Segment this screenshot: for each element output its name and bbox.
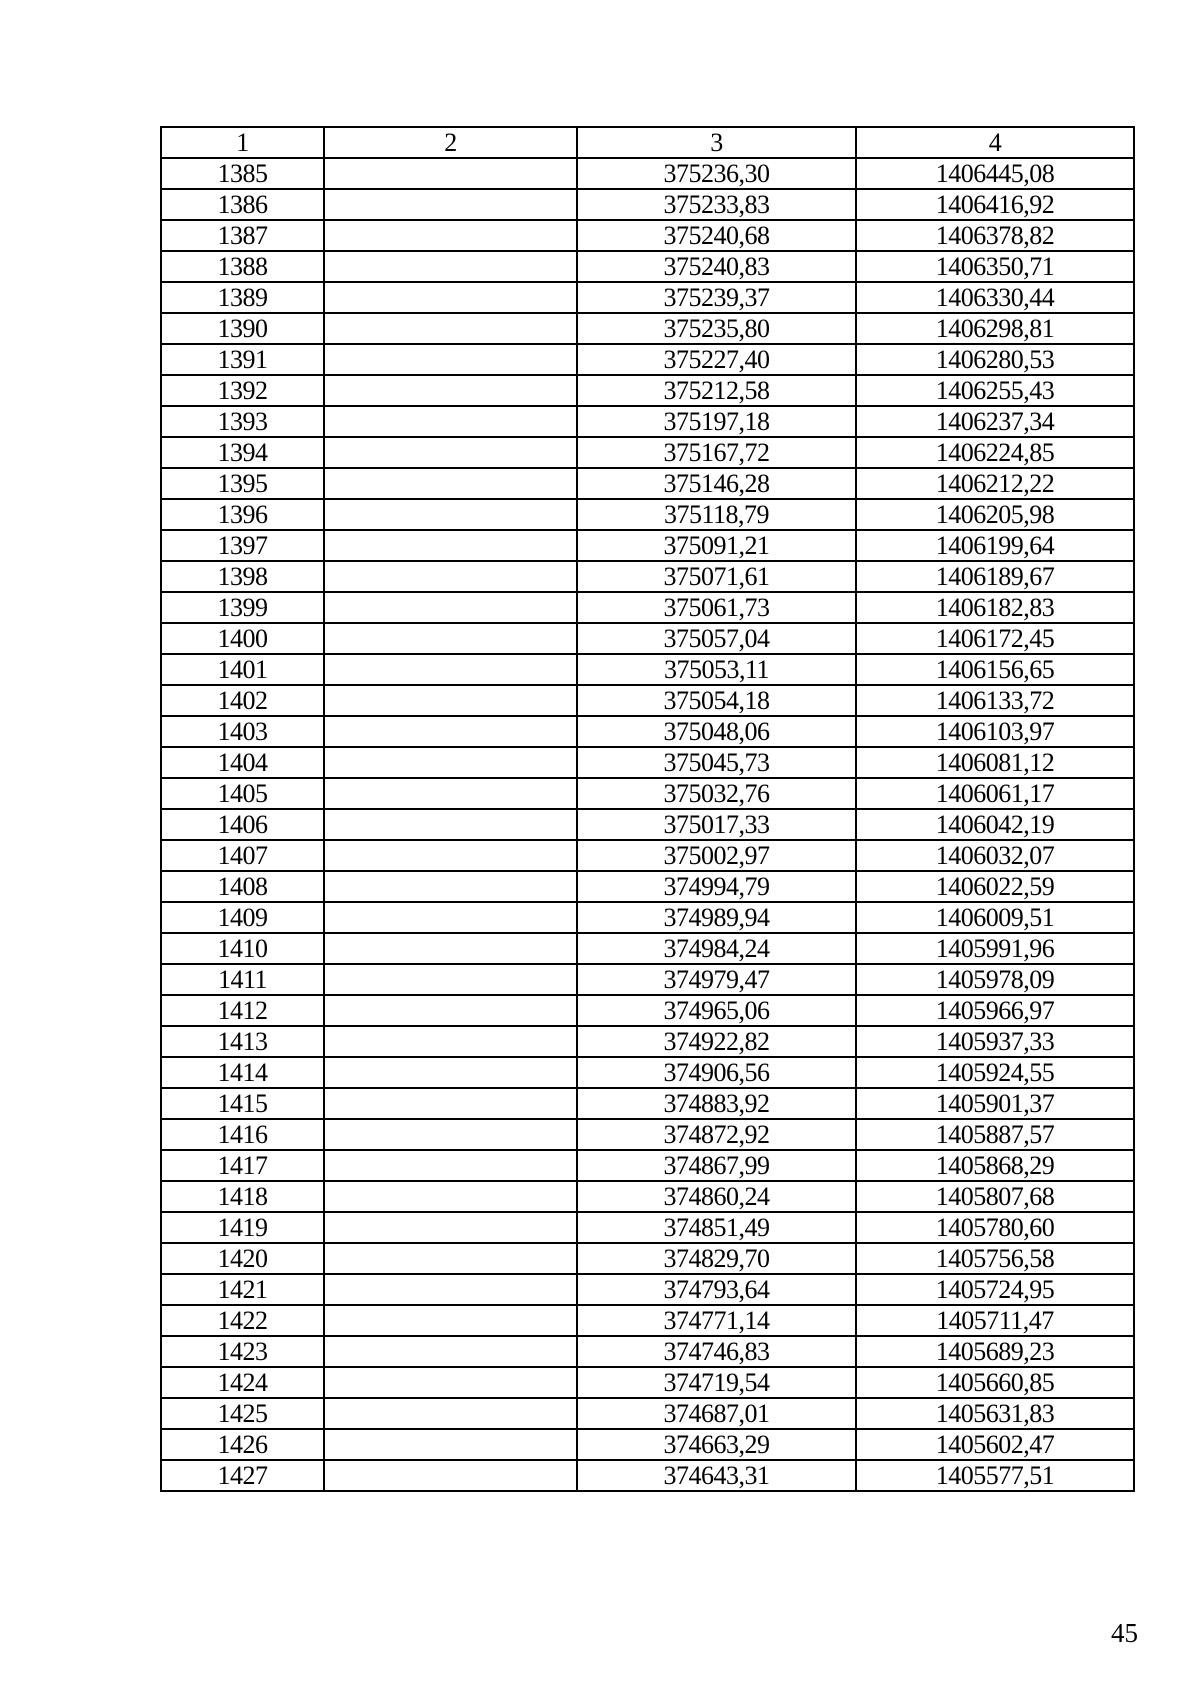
- table-row: [161, 995, 1134, 1026]
- y-coordinate-cell: 1405966,97: [856, 995, 1134, 1026]
- y-coordinate-cell: 1406378,82: [856, 220, 1134, 251]
- empty-cell: [324, 902, 577, 933]
- point-number-cell: 1407: [161, 840, 324, 871]
- y-coordinate-cell: 1406172,45: [856, 623, 1134, 654]
- point-number-cell: 1416: [161, 1119, 324, 1150]
- point-number-cell: 1393: [161, 406, 324, 437]
- x-coordinate-cell: 375032,76: [577, 778, 856, 809]
- column-header-4: 4: [856, 127, 1134, 158]
- y-coordinate-cell: 1405937,33: [856, 1026, 1134, 1057]
- empty-cell: [324, 561, 577, 592]
- empty-cell: [324, 1119, 577, 1150]
- y-coordinate-cell: 1406298,81: [856, 313, 1134, 344]
- y-coordinate-cell: 1406350,71: [856, 251, 1134, 282]
- empty-cell: [324, 344, 577, 375]
- table-row: [161, 1181, 1134, 1212]
- empty-cell: [324, 220, 577, 251]
- x-coordinate-cell: 374883,92: [577, 1088, 856, 1119]
- empty-cell: [324, 1212, 577, 1243]
- y-coordinate-cell: 1406224,85: [856, 437, 1134, 468]
- table-row: [161, 747, 1134, 778]
- point-number-cell: 1414: [161, 1057, 324, 1088]
- empty-cell: [324, 313, 577, 344]
- table-row: [161, 1274, 1134, 1305]
- y-coordinate-cell: 1406133,72: [856, 685, 1134, 716]
- table-row: [161, 964, 1134, 995]
- x-coordinate-cell: 375236,30: [577, 158, 856, 189]
- x-coordinate-cell: 374906,56: [577, 1057, 856, 1088]
- y-coordinate-cell: 1406212,22: [856, 468, 1134, 499]
- table-row: [161, 809, 1134, 840]
- empty-cell: [324, 1243, 577, 1274]
- y-coordinate-cell: 1405756,58: [856, 1243, 1134, 1274]
- empty-cell: [324, 592, 577, 623]
- x-coordinate-cell: 375054,18: [577, 685, 856, 716]
- point-number-cell: 1402: [161, 685, 324, 716]
- point-number-cell: 1426: [161, 1429, 324, 1460]
- empty-cell: [324, 1429, 577, 1460]
- point-number-cell: 1418: [161, 1181, 324, 1212]
- table-row: [161, 685, 1134, 716]
- empty-cell: [324, 685, 577, 716]
- y-coordinate-cell: 1405887,57: [856, 1119, 1134, 1150]
- y-coordinate-cell: 1406237,34: [856, 406, 1134, 437]
- y-coordinate-cell: 1406081,12: [856, 747, 1134, 778]
- y-coordinate-cell: 1405711,47: [856, 1305, 1134, 1336]
- table-row: [161, 840, 1134, 871]
- table-row: [161, 623, 1134, 654]
- y-coordinate-cell: 1406009,51: [856, 902, 1134, 933]
- table-row: [161, 716, 1134, 747]
- x-coordinate-cell: 375057,04: [577, 623, 856, 654]
- empty-cell: [324, 964, 577, 995]
- table-row: [161, 1305, 1134, 1336]
- y-coordinate-cell: 1405991,96: [856, 933, 1134, 964]
- point-number-cell: 1395: [161, 468, 324, 499]
- y-coordinate-cell: 1405807,68: [856, 1181, 1134, 1212]
- x-coordinate-cell: 374872,92: [577, 1119, 856, 1150]
- empty-cell: [324, 716, 577, 747]
- x-coordinate-cell: 375061,73: [577, 592, 856, 623]
- point-number-cell: 1412: [161, 995, 324, 1026]
- point-number-cell: 1399: [161, 592, 324, 623]
- empty-cell: [324, 499, 577, 530]
- table-body: [161, 158, 1134, 1491]
- x-coordinate-cell: 375167,72: [577, 437, 856, 468]
- table-row: [161, 158, 1134, 189]
- table-row: [161, 1336, 1134, 1367]
- table-row: [161, 344, 1134, 375]
- point-number-cell: 1427: [161, 1460, 324, 1491]
- empty-cell: [324, 375, 577, 406]
- x-coordinate-cell: 374643,31: [577, 1460, 856, 1491]
- page-number: 45: [1111, 1618, 1138, 1648]
- point-number-cell: 1391: [161, 344, 324, 375]
- x-coordinate-cell: 374851,49: [577, 1212, 856, 1243]
- x-coordinate-cell: 374746,83: [577, 1336, 856, 1367]
- table-row: [161, 530, 1134, 561]
- y-coordinate-cell: 1405780,60: [856, 1212, 1134, 1243]
- x-coordinate-cell: 375118,79: [577, 499, 856, 530]
- y-coordinate-cell: 1405660,85: [856, 1367, 1134, 1398]
- empty-cell: [324, 530, 577, 561]
- table-row: [161, 933, 1134, 964]
- table-header: [161, 127, 1134, 158]
- empty-cell: [324, 406, 577, 437]
- point-number-cell: 1390: [161, 313, 324, 344]
- y-coordinate-cell: 1406280,53: [856, 344, 1134, 375]
- table-row: [161, 1243, 1134, 1274]
- y-coordinate-cell: 1406445,08: [856, 158, 1134, 189]
- empty-cell: [324, 1305, 577, 1336]
- point-number-cell: 1421: [161, 1274, 324, 1305]
- point-number-cell: 1409: [161, 902, 324, 933]
- empty-cell: [324, 251, 577, 282]
- table-row: [161, 654, 1134, 685]
- x-coordinate-cell: 374793,64: [577, 1274, 856, 1305]
- x-coordinate-cell: 375048,06: [577, 716, 856, 747]
- x-coordinate-cell: 374984,24: [577, 933, 856, 964]
- y-coordinate-cell: 1406103,97: [856, 716, 1134, 747]
- table-row: [161, 189, 1134, 220]
- point-number-cell: 1386: [161, 189, 324, 220]
- x-coordinate-cell: 374922,82: [577, 1026, 856, 1057]
- empty-cell: [324, 840, 577, 871]
- empty-cell: [324, 1181, 577, 1212]
- x-coordinate-cell: 374867,99: [577, 1150, 856, 1181]
- table-row: [161, 251, 1134, 282]
- point-number-cell: 1420: [161, 1243, 324, 1274]
- y-coordinate-cell: 1405724,95: [856, 1274, 1134, 1305]
- table-row: [161, 499, 1134, 530]
- empty-cell: [324, 809, 577, 840]
- x-coordinate-cell: 375233,83: [577, 189, 856, 220]
- point-number-cell: 1419: [161, 1212, 324, 1243]
- y-coordinate-cell: 1406042,19: [856, 809, 1134, 840]
- empty-cell: [324, 995, 577, 1026]
- x-coordinate-cell: 375240,68: [577, 220, 856, 251]
- table-row: [161, 282, 1134, 313]
- empty-cell: [324, 158, 577, 189]
- point-number-cell: 1411: [161, 964, 324, 995]
- table-row: [161, 871, 1134, 902]
- empty-cell: [324, 282, 577, 313]
- point-number-cell: 1415: [161, 1088, 324, 1119]
- point-number-cell: 1398: [161, 561, 324, 592]
- empty-cell: [324, 1336, 577, 1367]
- point-number-cell: 1388: [161, 251, 324, 282]
- x-coordinate-cell: 375017,33: [577, 809, 856, 840]
- table-row: [161, 1026, 1134, 1057]
- table-row: [161, 437, 1134, 468]
- empty-cell: [324, 437, 577, 468]
- point-number-cell: 1392: [161, 375, 324, 406]
- table-row: [161, 220, 1134, 251]
- y-coordinate-cell: 1405978,09: [856, 964, 1134, 995]
- table-row: [161, 313, 1134, 344]
- point-number-cell: 1401: [161, 654, 324, 685]
- point-number-cell: 1413: [161, 1026, 324, 1057]
- empty-cell: [324, 1150, 577, 1181]
- x-coordinate-cell: 375239,37: [577, 282, 856, 313]
- empty-cell: [324, 1460, 577, 1491]
- y-coordinate-cell: 1405602,47: [856, 1429, 1134, 1460]
- empty-cell: [324, 623, 577, 654]
- y-coordinate-cell: 1406189,67: [856, 561, 1134, 592]
- y-coordinate-cell: 1405689,23: [856, 1336, 1134, 1367]
- point-number-cell: 1417: [161, 1150, 324, 1181]
- point-number-cell: 1423: [161, 1336, 324, 1367]
- table-row: [161, 592, 1134, 623]
- x-coordinate-cell: 375045,73: [577, 747, 856, 778]
- point-number-cell: 1397: [161, 530, 324, 561]
- table-row: [161, 375, 1134, 406]
- point-number-cell: 1410: [161, 933, 324, 964]
- table-row: [161, 1057, 1134, 1088]
- point-number-cell: 1425: [161, 1398, 324, 1429]
- point-number-cell: 1408: [161, 871, 324, 902]
- y-coordinate-cell: 1406061,17: [856, 778, 1134, 809]
- x-coordinate-cell: 375146,28: [577, 468, 856, 499]
- table-row: [161, 1460, 1134, 1491]
- x-coordinate-cell: 375212,58: [577, 375, 856, 406]
- empty-cell: [324, 747, 577, 778]
- empty-cell: [324, 1057, 577, 1088]
- x-coordinate-cell: 374989,94: [577, 902, 856, 933]
- y-coordinate-cell: 1405577,51: [856, 1460, 1134, 1491]
- empty-cell: [324, 1274, 577, 1305]
- table-row: [161, 1212, 1134, 1243]
- x-coordinate-cell: 374965,06: [577, 995, 856, 1026]
- table-row: [161, 406, 1134, 437]
- table-row: [161, 468, 1134, 499]
- coordinates-table: [160, 126, 1135, 1492]
- x-coordinate-cell: 374719,54: [577, 1367, 856, 1398]
- y-coordinate-cell: 1406032,07: [856, 840, 1134, 871]
- x-coordinate-cell: 375227,40: [577, 344, 856, 375]
- point-number-cell: 1394: [161, 437, 324, 468]
- table-row: [161, 1367, 1134, 1398]
- x-coordinate-cell: 374663,29: [577, 1429, 856, 1460]
- table-row: [161, 1119, 1134, 1150]
- y-coordinate-cell: 1406416,92: [856, 189, 1134, 220]
- x-coordinate-cell: 374771,14: [577, 1305, 856, 1336]
- point-number-cell: 1424: [161, 1367, 324, 1398]
- x-coordinate-cell: 375240,83: [577, 251, 856, 282]
- table-row: [161, 1429, 1134, 1460]
- table-row: [161, 1088, 1134, 1119]
- empty-cell: [324, 468, 577, 499]
- x-coordinate-cell: 375053,11: [577, 654, 856, 685]
- point-number-cell: 1387: [161, 220, 324, 251]
- point-number-cell: 1385: [161, 158, 324, 189]
- x-coordinate-cell: 374979,47: [577, 964, 856, 995]
- point-number-cell: 1396: [161, 499, 324, 530]
- empty-cell: [324, 871, 577, 902]
- point-number-cell: 1405: [161, 778, 324, 809]
- x-coordinate-cell: 374860,24: [577, 1181, 856, 1212]
- empty-cell: [324, 933, 577, 964]
- x-coordinate-cell: 374687,01: [577, 1398, 856, 1429]
- x-coordinate-cell: 375071,61: [577, 561, 856, 592]
- y-coordinate-cell: 1405868,29: [856, 1150, 1134, 1181]
- point-number-cell: 1404: [161, 747, 324, 778]
- point-number-cell: 1389: [161, 282, 324, 313]
- empty-cell: [324, 654, 577, 685]
- column-header-2: 2: [324, 127, 577, 158]
- x-coordinate-cell: 375002,97: [577, 840, 856, 871]
- x-coordinate-cell: 374829,70: [577, 1243, 856, 1274]
- y-coordinate-cell: 1405924,55: [856, 1057, 1134, 1088]
- y-coordinate-cell: 1406255,43: [856, 375, 1134, 406]
- table-row: [161, 902, 1134, 933]
- y-coordinate-cell: 1406330,44: [856, 282, 1134, 313]
- empty-cell: [324, 1088, 577, 1119]
- y-coordinate-cell: 1406182,83: [856, 592, 1134, 623]
- y-coordinate-cell: 1406199,64: [856, 530, 1134, 561]
- point-number-cell: 1403: [161, 716, 324, 747]
- column-header-3: 3: [577, 127, 856, 158]
- point-number-cell: 1406: [161, 809, 324, 840]
- table-row: [161, 1150, 1134, 1181]
- x-coordinate-cell: 374994,79: [577, 871, 856, 902]
- y-coordinate-cell: 1406022,59: [856, 871, 1134, 902]
- x-coordinate-cell: 375197,18: [577, 406, 856, 437]
- table-row: [161, 1398, 1134, 1429]
- point-number-cell: 1400: [161, 623, 324, 654]
- x-coordinate-cell: 375235,80: [577, 313, 856, 344]
- y-coordinate-cell: 1406205,98: [856, 499, 1134, 530]
- empty-cell: [324, 189, 577, 220]
- header-row: [161, 127, 1134, 158]
- point-number-cell: 1422: [161, 1305, 324, 1336]
- empty-cell: [324, 1367, 577, 1398]
- empty-cell: [324, 1026, 577, 1057]
- empty-cell: [324, 778, 577, 809]
- table-row: [161, 778, 1134, 809]
- column-header-1: 1: [161, 127, 324, 158]
- empty-cell: [324, 1398, 577, 1429]
- y-coordinate-cell: 1406156,65: [856, 654, 1134, 685]
- table-row: [161, 561, 1134, 592]
- y-coordinate-cell: 1405901,37: [856, 1088, 1134, 1119]
- x-coordinate-cell: 375091,21: [577, 530, 856, 561]
- y-coordinate-cell: 1405631,83: [856, 1398, 1134, 1429]
